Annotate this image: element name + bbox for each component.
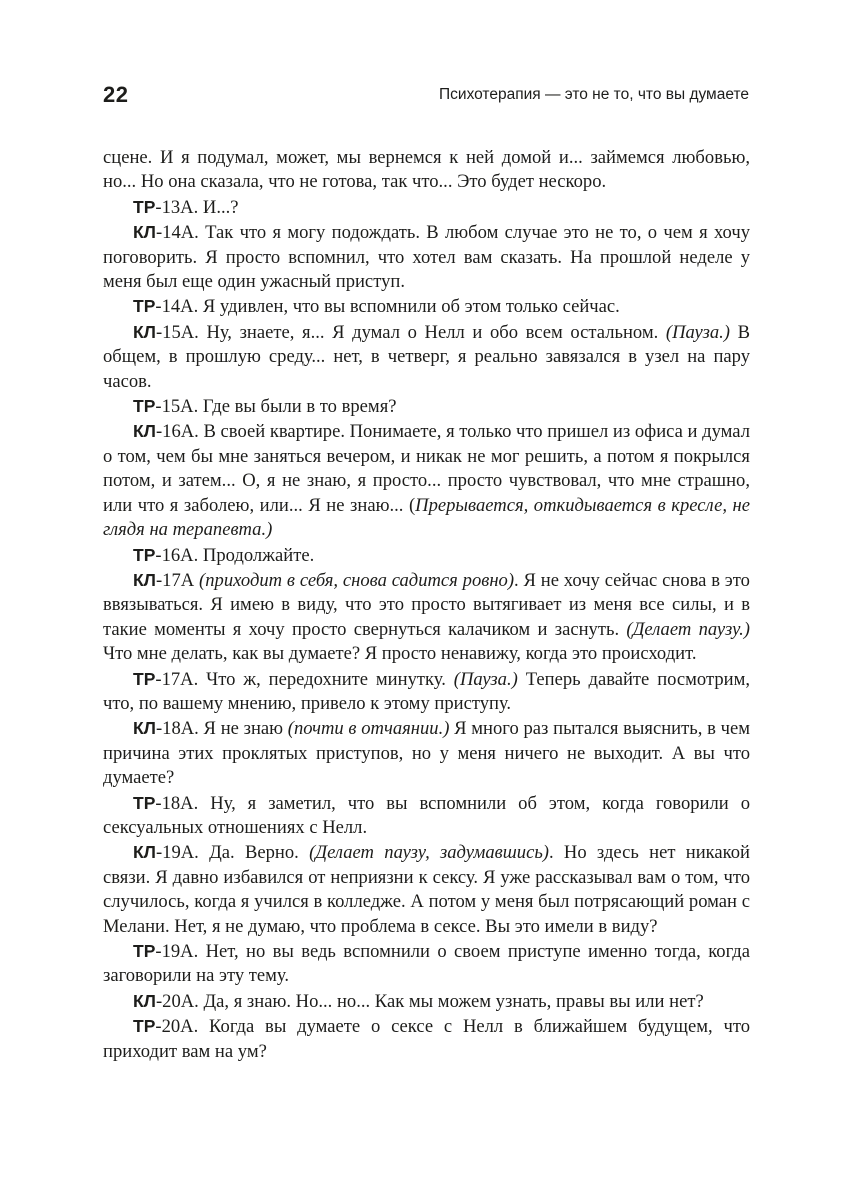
running-title: Психотерапия — это не то, что вы думаете [439,86,749,103]
paragraph-text: -14А. Я удивлен, что вы вспомнили об этом только сейчас. [155,296,620,318]
dialogue-paragraph [103,543,750,568]
speaker-label: ТР [133,196,156,217]
dialogue-paragraph [103,939,750,989]
paragraph-text: -17А [155,569,200,591]
dialogue-paragraph [103,195,750,220]
stage-direction: (Делает паузу.) [626,618,750,640]
speaker-label: КЛ [133,321,156,342]
paragraph-text: Теперь давайте посмотрим, что, по вашему мнению, привело к этому приступу. [103,668,750,714]
running-header [103,82,749,112]
dialogue-paragraph [103,667,750,717]
paragraph-text: -20А. Когда вы думаете о сексе с Нелл в ближайшем будущем, что приходит вам на ум? [103,1016,750,1062]
paragraph-text: -14А. Так что я могу подождать. В любом случае это не то, о чем я хочу поговорить. Я просто вспомнил, что хотел вам сказать. На прошлой неделе у меня был еще один ужасный приступ. [103,222,750,293]
stage-direction: (Пауза.) [665,321,730,343]
dialogue-paragraph [103,294,750,319]
paragraph-text: -19А. Да. Верно. [155,842,310,864]
paragraph-text: . Я не хочу сейчас снова в это ввязываться. Я имею в виду, что это просто вытягивает из меня все силы, и в такие моменты я хочу просто свернуться калачиком и заснуть. [103,569,750,640]
speaker-label: ТР [133,792,156,813]
stage-direction: (приходит в себя, снова садится ровно) [199,569,515,591]
paragraph-text: -17А. Что ж, передохните минутку. [155,668,454,690]
paragraph-text: сцене. И я подумал, может, мы вернемся к ней домой и... займемся любовью, но... Но она сказала, что не готова, так что... Это будет нескоро. [103,147,750,193]
dialogue-paragraph [103,840,750,939]
speaker-label: КЛ [133,222,156,243]
paragraph-text: -16А. Продолжайте. [155,544,315,566]
speaker-label: КЛ [133,990,156,1011]
stage-direction: Прерывается, откидывается в кресле, не глядя на терапевта.) [103,494,751,541]
stage-direction: (почти в отчаянии.) [287,718,450,740]
body-text [103,146,750,1064]
continued-paragraph [103,146,750,195]
dialogue-paragraph [103,220,750,294]
page-number: 22 [103,82,129,107]
paragraph-text: -19А. Нет, но вы ведь вспомнили о своем приступе именно тогда, когда заговорили на эту тему. [103,941,750,987]
paragraph-text: -16А. В своей квартире. Понимаете, я только что пришел из офиса и думал о том, чем бы мне заняться вечером, и никак не мог решить, а потом я покрылся потом, и затем... О, я не знаю, я просто... просто чувствовал, что мне страшно, или что я заболею, или... Я не знаю... ( [103,421,750,516]
paragraph-text: . Но здесь нет никакой связи. Я давно избавился от неприязни к сексу. Я уже рассказывал вам о том, что случилось, когда я учился в колледже. А потом у меня был потрясающий роман с Мелани. Нет, я не думаю, что проблема в сексе. Вы это имели в виду? [103,842,750,937]
speaker-label: КЛ [133,421,156,442]
paragraph-text: -18А. Я не знаю [155,718,288,740]
stage-direction: (Пауза.) [453,668,518,690]
dialogue-paragraph [103,989,750,1014]
speaker-label: ТР [133,544,156,565]
speaker-label: КЛ [133,569,156,590]
dialogue-paragraph [103,1014,750,1064]
paragraph-text: -18А. Ну, я заметил, что вы вспомнили об этом, когда говорили о сексуальных отношениях с Нелл. [103,792,750,838]
dialogue-paragraph [103,568,750,667]
speaker-label: КЛ [133,842,156,863]
speaker-label: ТР [133,396,156,417]
dialogue-paragraph [103,791,750,841]
paragraph-text: -13А. И...? [155,196,239,218]
speaker-label: ТР [133,668,156,689]
speaker-label: ТР [133,1016,156,1037]
dialogue-paragraph [103,716,750,790]
dialogue-paragraph [103,419,750,542]
paragraph-text: Что мне делать, как вы думаете? Я просто ненавижу, когда это происходит. [103,643,697,665]
speaker-label: ТР [133,941,156,961]
dialogue-paragraph [103,320,750,394]
speaker-label: ТР [133,296,156,317]
paragraph-text: -15А. Где вы были в то время? [155,396,397,418]
paragraph-text: Я много раз пытался выяснить, в чем причина этих проклятых приступов, но у меня ничего не выходит. А вы что думаете? [103,718,750,789]
paragraph-text: -15А. Ну, знаете, я... Я думал о Нелл и обо всем остальном. [155,321,666,343]
stage-direction: (Делает паузу, задумавшись) [309,842,549,864]
dialogue-paragraph [103,394,750,419]
paragraph-text: -20А. Да, я знаю. Но... но... Как мы можем узнать, правы вы или нет? [155,990,704,1012]
paragraph-text: В общем, в прошлую среду... нет, в четверг, я реально завязался в узел на пару часов. [103,321,750,392]
speaker-label: КЛ [133,718,156,739]
